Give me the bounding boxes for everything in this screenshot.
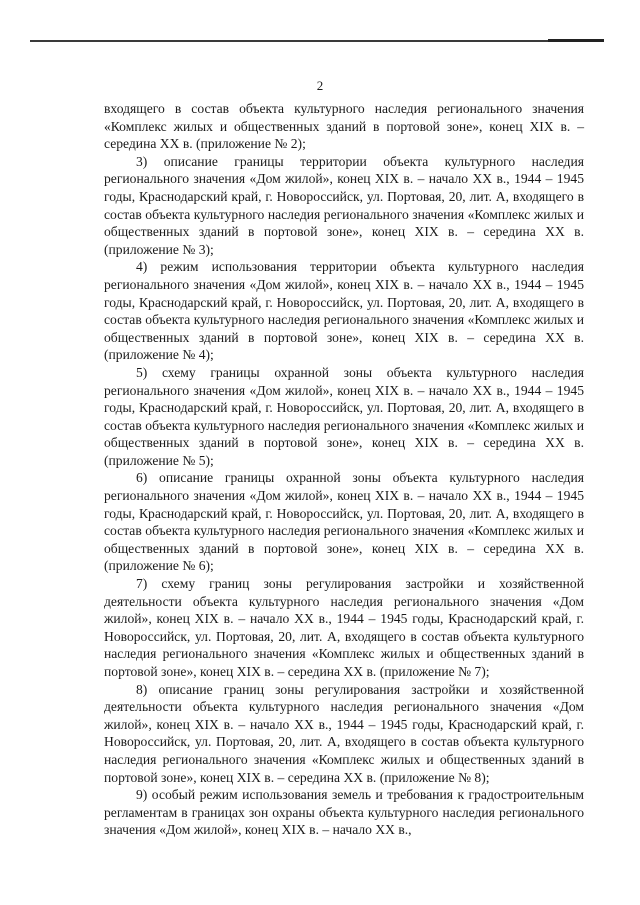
paragraph-item-4: 4) режим использования территории объекта культурного наследия регионального значения «Дом жилой», конец XIX в. – начало XX в., 1944 – 1945 годы, Краснодарский край, г. Новороссийск, ул. Портовая, 20, лит. А, входящего в состав объекта культурного наследия регионального значения «Комплекс жилых и общественных зданий в портовой зоне», конец XIX в. – середина XX в. (приложение № 4);	[104, 259, 584, 363]
paragraph-item-6: 6) описание границы охранной зоны объекта культурного наследия регионального значения «Дом жилой», конец XIX в. – начало XX в., 1944 – 1945 годы, Краснодарский край, г. Новороссийск, ул. Портовая, 20, лит. А, входящего в состав объекта культурного наследия регионального значения «Комплекс жилых и общественных зданий в портовой зоне», конец XIX в. – середина XX в. (приложение № 6);	[104, 470, 584, 574]
paragraph-item-7: 7) схему границ зоны регулирования застройки и хозяйственной деятельности объекта культурного наследия регионального значения «Дом жилой», конец XIX в. – начало XX в., 1944 – 1945 годы, Краснодарский край, г. Новороссийск, ул. Портовая, 20, лит. А, входящего в состав объекта культурного наследия регионального значения «Комплекс жилых и общественных зданий в портовой зоне», конец XIX в. – середина XX в. (приложение № 7);	[104, 576, 584, 679]
paragraph-item-3: 3) описание границы территории объекта культурного наследия регионального значения «Дом жилой», конец XIX в. – начало XX в., 1944 – 1945 годы, Краснодарский край, г. Новороссийск, ул. Портовая, 20, лит. А, входящего в состав объекта культурного наследия регионального значения «Комплекс жилых и общественных зданий в портовой зоне», конец XIX в. – середина XX в. (приложение № 3);	[104, 153, 584, 257]
document-body	[104, 100, 584, 839]
page-number: 2	[316, 78, 324, 93]
paragraph-continuation: входящего в состав объекта культурного наследия регионального значения «Комплекс жилых и общественных зданий в портовой зоне», конец XIX в. – середина XX в. (приложение № 2);	[104, 101, 584, 152]
top-rule	[30, 40, 600, 42]
paragraph-item-9: 9) особый режим использования земель и требования к градостроительным регламентам в границах зон охраны объекта культурного наследия регионального значения «Дом жилой», конец XIX в. – начало XX в.,	[104, 787, 584, 838]
paragraph-item-8: 8) описание границ зоны регулирования застройки и хозяйственной деятельности объекта культурного наследия регионального значения «Дом жилой», конец XIX в. – начало XX в., 1944 – 1945 годы, Краснодарский край, г. Новороссийск, ул. Портовая, 20, лит. А, входящего в состав объекта культурного наследия регионального значения «Комплекс жилых и общественных зданий в портовой зоне», конец XIX в. – середина XX в. (приложение № 8);	[104, 681, 584, 785]
top-rule-accent	[548, 39, 604, 42]
paragraph-item-5: 5) схему границы охранной зоны объекта культурного наследия регионального значения «Дом жилой», конец XIX в. – начало XX в., 1944 – 1945 годы, Краснодарский край, г. Новороссийск, ул. Портовая, 20, лит. А, входящего в состав объекта культурного наследия регионального значения «Комплекс жилых и общественных зданий в портовой зоне», конец XIX в. – середина XX в. (приложение № 5);	[104, 364, 584, 468]
